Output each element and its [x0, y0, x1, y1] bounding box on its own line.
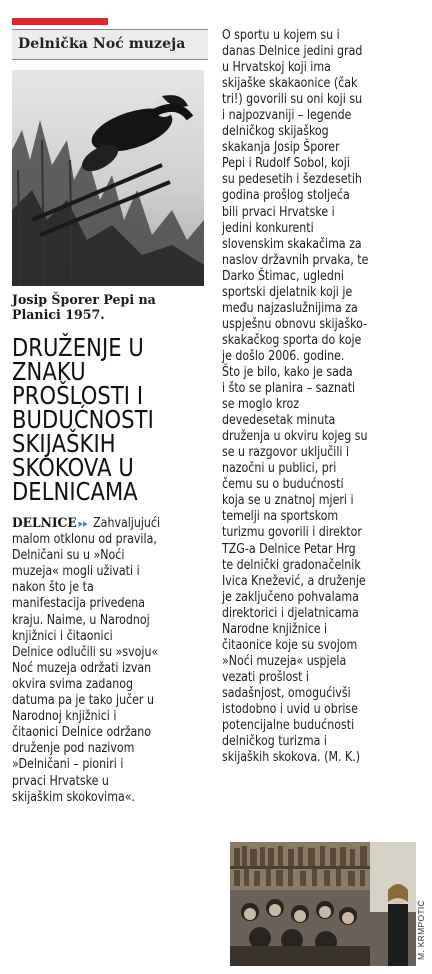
body-line: u Hrvatskoj koji ima [222, 60, 331, 76]
body-line: čemu su o budućnosti [222, 477, 344, 493]
body-line: skijaških skokova. (M. K.) [222, 750, 361, 766]
body-line: tri!) govorili su oni koji su [222, 92, 363, 108]
headline-line: SKIJAŠKIH [12, 429, 116, 458]
body-line: skakanja Josip Šporer [222, 140, 340, 156]
lead-line: čitaonici Delnice održano [12, 725, 152, 741]
body-line: je zaključeno pohvalama [222, 589, 359, 605]
body-line: nazočni u publici, pri [222, 461, 337, 477]
ski-jumper-illustration [12, 70, 204, 286]
body-line: direktorici i djelatnicama [222, 605, 359, 621]
photo-caption [12, 292, 208, 322]
body-line: Pepi i Rudolf Sobol, koji [222, 156, 350, 172]
lead-line: malom otklonu od pravila, [12, 532, 157, 548]
body-line: naslov državnih prvaka, te [222, 252, 369, 268]
body-line: bili prvaci Hrvatske i [222, 204, 335, 220]
lead-line: kraju. Naime, u Narodnoj [12, 612, 150, 628]
lead-line: prvaci Hrvatske u [12, 773, 109, 789]
lead-line: »Delničani – pioniri i [12, 757, 124, 773]
section-kicker: Delnička Noć muzeja [18, 36, 186, 52]
lead-first-line [12, 516, 207, 532]
lead-line: muzeja« mogli uživati i [12, 564, 140, 580]
headline-line: DRUŽENJE U [12, 333, 144, 362]
body-line: godina prošlog stoljeća [222, 188, 350, 204]
body-line: skakačkog sporta do koje [222, 332, 362, 348]
article-body [222, 28, 422, 766]
headline-line: SKOKOVA U [12, 453, 134, 482]
double-arrow-icon: ▸▸ [78, 517, 88, 530]
headline-line: DELNICAMA [12, 477, 138, 506]
headline-line: ZNAKU [12, 357, 86, 386]
lead-line: skijaškim skokovima«. [12, 789, 136, 805]
body-line: Narodne knjižnice i [222, 621, 328, 637]
dateline: DELNICE [12, 516, 77, 531]
body-line: vezati prošlost i [222, 669, 309, 685]
lead-paragraph [12, 516, 207, 806]
lead-line: knjižnici i čitaonici [12, 628, 113, 644]
headline-line: BUDUĆNOSTI [12, 405, 154, 434]
section-kicker-box [12, 29, 208, 60]
body-line: slovenskim skakačima za [222, 236, 362, 252]
lead-line: manifestacija privedena [12, 596, 146, 612]
lead-line: Delničani su u »Noći [12, 548, 125, 564]
body-line: se u razgovor uključili i [222, 445, 350, 461]
caption-line: Planici 1957. [12, 307, 105, 322]
body-line: skijaške skakaonice (čak [222, 76, 358, 92]
body-line: jedini konkurenti [222, 220, 314, 236]
body-line: delničkog turizma i [222, 734, 328, 750]
body-line: delničkog skijaškog [222, 124, 329, 140]
body-line: čitaonice koje su svojom [222, 637, 358, 653]
ski-jumper-photo [12, 70, 204, 286]
body-line: sadašnjost, omogućivši [222, 685, 351, 701]
photo-credit: M. KRMPOTIĆ [416, 900, 426, 960]
body-line: TZG-a Delnice Petar Hrg [222, 541, 356, 557]
body-line: se moglo kroz [222, 397, 300, 413]
body-line: druženja u okviru kojeg su [222, 429, 368, 445]
caption-line: Josip Šporer Pepi na [12, 292, 156, 307]
body-line: »Noći muzeja« uspjela [222, 653, 347, 669]
lead-line: druženje pod nazivom [12, 741, 135, 757]
lead-line: Delnice odlučili su »svoju« [12, 644, 159, 660]
body-line: Ivica Knežević, a druženje [222, 573, 366, 589]
body-line: i što se planira – saznati [222, 381, 356, 397]
left-column [12, 18, 208, 806]
body-line: sportski djelatnik koji je [222, 284, 353, 300]
lead-line: Noć muzeja održati izvan [12, 660, 152, 676]
body-line: koja se u znatnoj mjeri i [222, 493, 354, 509]
body-line: danas Delnice jedini grad [222, 44, 363, 60]
lead-line: Narodnoj knjižnici i [12, 709, 117, 725]
body-line: turizmu govorili i direktor [222, 525, 362, 541]
right-column [222, 28, 422, 766]
section-accent-bar [12, 18, 108, 25]
lead-line: datuma pa je tako jučer u [12, 693, 154, 709]
body-line: uspješnu obnovu skijaško- [222, 316, 368, 332]
body-line: je došlo 2006. godine. [222, 348, 345, 364]
body-line: Što je bilo, kako je sada [222, 364, 353, 380]
headline-line: PROŠLOSTI I [12, 381, 144, 410]
body-line: te delnički gradonačelnik [222, 557, 361, 573]
lead-line: okvira svima zadanog [12, 676, 133, 692]
audience-illustration [230, 842, 416, 966]
lead-text: Zahvaljujući [89, 516, 161, 531]
body-line: među najzaslužnijima za [222, 300, 358, 316]
body-line: potencijalne budućnosti [222, 718, 355, 734]
body-line: temelji na sportskom [222, 509, 339, 525]
library-event-photo [230, 842, 416, 966]
body-line: devedesetak minuta [222, 413, 336, 429]
body-line: Darko Štimac, ugledni [222, 268, 344, 284]
body-line: O sportu u kojem su i [222, 28, 340, 43]
article-headline [12, 333, 208, 506]
body-line: i najpozvaniji – legende [222, 108, 352, 124]
body-line: su pedesetih i šezdesetih [222, 172, 362, 188]
lead-line: nakon što je ta [12, 580, 94, 596]
body-line: istodobno i uvid u obrise [222, 701, 358, 717]
